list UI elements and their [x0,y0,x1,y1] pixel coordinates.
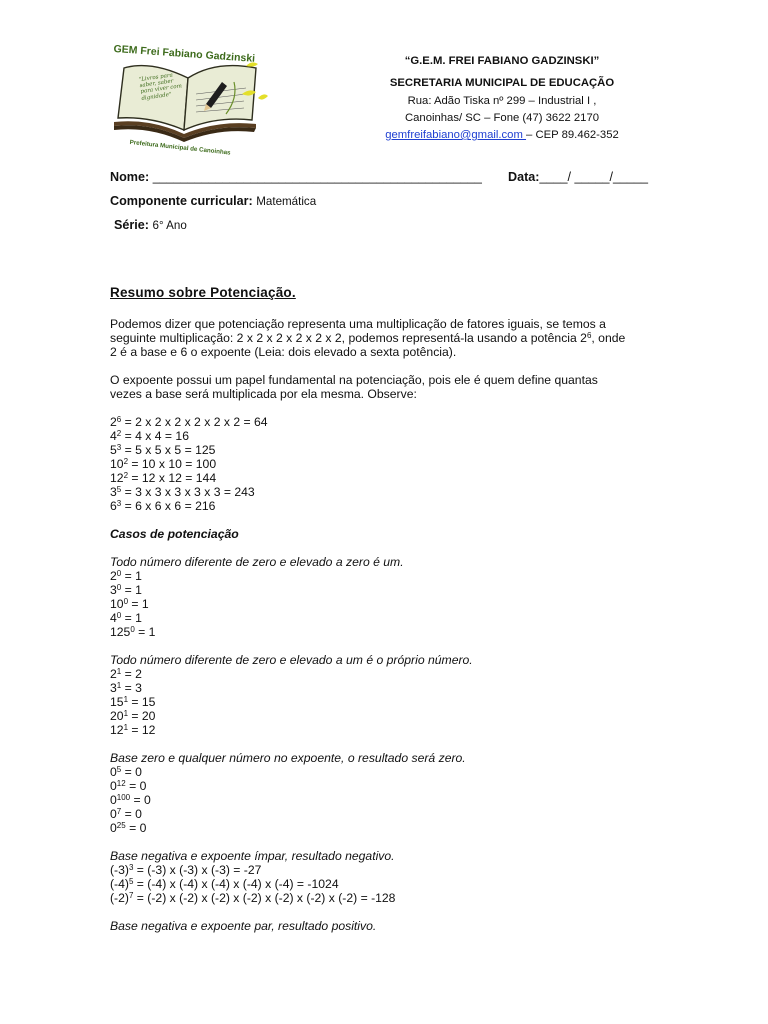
power-expression [110,779,670,793]
case-rule: Base negativa e expoente ímpar, resultado negativo. [110,849,395,863]
power-result: = 1 [134,625,156,639]
power-result: = 12 [128,723,156,737]
power-expression [110,499,670,513]
componente-label: Componente curricular: [110,194,253,208]
power-result: = 0 [121,807,142,821]
examples-list [110,415,670,513]
power-expression [110,415,670,429]
power-exponent: 2 [123,457,129,466]
power-result: = (-4) x (-4) x (-4) x (-4) x (-4) = -1024 [133,877,339,891]
power-base: 4 [110,429,117,443]
power-result: = (-2) x (-2) x (-2) x (-2) x (-2) x (-2) x (-2) = -128 [133,891,396,905]
power-result: = 0 [121,765,142,779]
expoente-paragraph [110,373,670,401]
case-block [110,751,670,835]
power-base: 125 [110,625,131,639]
case-block [110,555,670,639]
power-exponent: 1 [123,695,129,704]
power-expression [110,863,670,877]
power-result: = 1 [121,611,142,625]
power-exponent: 1 [123,723,129,732]
intro-text: seguinte multiplicação: 2 x 2 x 2 x 2 x 2 x 2, podemos representá-la usando a potência 2 [110,331,587,345]
power-exponent: 100 [116,793,131,802]
power-result: = 1 [121,583,142,597]
power-exponent: 2 [123,471,129,480]
power-result: = 1 [121,569,142,583]
power-base: 6 [110,499,117,513]
contact-line [372,126,632,144]
power-base: 10 [110,597,124,611]
power-expression [110,471,670,485]
case-block [110,653,670,737]
power-base: 4 [110,611,117,625]
power-result: = 0 [125,779,147,793]
power-result: = 10 x 10 = 100 [128,457,217,471]
power-expression [110,667,670,681]
power-base: (-4) [110,877,129,891]
power-exponent: 0 [116,611,122,620]
power-result: = (-3) x (-3) x (-3) = -27 [133,863,262,877]
power-result: = 2 [121,667,142,681]
power-expression [110,709,670,723]
intro-paragraph [110,317,670,359]
power-exponent: 1 [116,681,122,690]
power-expression [110,807,670,821]
power-result: = 20 [128,709,156,723]
power-exponent: 3 [116,443,122,452]
power-expression [110,821,670,835]
casos-title: Casos de potenciação [110,527,239,541]
power-result: = 0 [130,793,151,807]
case-rule: Todo número diferente de zero e elevado a zero é um. [110,555,404,569]
power-result: = 2 x 2 x 2 x 2 x 2 x 2 = 64 [121,415,268,429]
power-result: = 4 x 4 = 16 [121,429,189,443]
data-field[interactable]: ____/ _____/_____ [539,170,649,184]
power-expression [110,583,670,597]
power-exponent: 5 [116,485,122,494]
power-base: 2 [110,569,117,583]
power-base: 3 [110,583,117,597]
power-expression [110,611,670,625]
city-phone: Canoinhas/ SC – Fone (47) 3622 2170 [404,112,600,124]
case-block [110,849,670,905]
data-label: Data: [508,170,540,184]
power-expression [110,695,670,709]
intro-line: 2 é a base e 6 o expoente (Leia: dois elevado a sexta potência). [110,345,457,359]
power-expression [110,891,670,905]
power-expression [110,793,670,807]
power-expression [110,597,670,611]
power-exponent: 7 [128,891,134,900]
power-expression [110,723,670,737]
power-result: = 3 x 3 x 3 x 3 x 3 = 243 [121,485,255,499]
power-result: = 12 x 12 = 144 [128,471,217,485]
power-exponent: 5 [116,765,122,774]
expoente-line: O expoente possui um papel fundamental na potenciação, pois ele é quem define quantas [110,373,598,387]
case-block [110,919,670,933]
power-base: 15 [110,695,124,709]
power-result: = 0 [125,821,147,835]
power-exponent: 12 [116,779,126,788]
power-base: 3 [110,485,117,499]
power-base: 0 [110,821,117,835]
power-base: 20 [110,709,124,723]
power-exponent: 6 [116,415,122,424]
power-exponent: 5 [128,877,134,886]
intro-text: , onde [591,331,626,345]
power-exponent: 0 [130,625,135,634]
power-base: 2 [110,415,117,429]
serie-value: 6° Ano [152,219,187,232]
componente-line [110,194,316,208]
power-base: 2 [110,667,117,681]
power-result: = 1 [128,597,149,611]
power-base: 12 [110,723,124,737]
logo-motto: "Livros para saber, saber para viver com dignidade" [138,72,183,102]
power-base: (-2) [110,891,129,905]
expoente-line: vezes a base será multiplicada por ela mesma. Observe: [110,387,417,401]
power-expression [110,877,670,891]
page-title: Resumo sobre Potenciação. [110,285,296,300]
power-expression [110,765,670,779]
power-exponent: 25 [116,821,126,830]
power-expression [110,457,670,471]
cases-list [110,555,670,933]
nome-line [110,170,482,184]
email-link[interactable]: gemfreifabiano@gmail.com [385,129,527,141]
componente-value: Matemática [256,195,317,208]
power-expression [110,485,670,499]
logo-prefeitura: Prefeitura Municipal de Canoinhas [129,139,231,157]
case-rule: Base negativa e expoente par, resultado positivo. [110,919,377,933]
intro-line: Podemos dizer que potenciação representa uma multiplicação de fatores iguais, se temos a [110,317,606,331]
school-name: “G.E.M. FREI FABIANO GADZINSKI” [404,55,600,67]
power-base: 10 [110,457,124,471]
power-base: 0 [110,765,117,779]
secretaria: SECRETARIA MUNICIPAL DE EDUCAÇÃO [389,77,615,89]
power-exponent: 7 [116,807,122,816]
power-base: 0 [110,779,117,793]
power-exponent: 1 [123,709,129,718]
power-base: 5 [110,443,117,457]
power-result: = 5 x 5 x 5 = 125 [121,443,216,457]
power-base: 0 [110,807,117,821]
power-base: 12 [110,471,124,485]
power-expression [110,681,670,695]
power-result: = 6 x 6 x 6 = 216 [121,499,216,513]
power-expression [110,625,670,639]
case-rule: Todo número diferente de zero e elevado a um é o próprio número. [110,653,473,667]
intro-exponent: 6 [586,331,592,340]
serie-label: Série: [114,218,150,232]
cep: – CEP 89.462-352 [526,129,619,141]
power-exponent: 1 [116,667,122,676]
power-exponent: 3 [116,499,122,508]
intro-line [110,331,670,345]
power-result: = 15 [128,695,156,709]
power-exponent: 2 [116,429,122,438]
address: Rua: Adão Tiska nº 299 – Industrial I , [407,95,597,107]
power-exponent: 0 [116,583,122,592]
power-expression [110,569,670,583]
power-expression [110,429,670,443]
logo-title: GEM Frei Fabiano Gadzinski [113,43,256,65]
power-result: = 3 [121,681,142,695]
data-line [508,170,648,184]
power-exponent: 0 [116,569,122,578]
serie-line [114,218,187,232]
power-exponent: 0 [123,597,129,606]
nome-label: Nome: [110,170,150,184]
power-exponent: 3 [128,863,134,872]
case-rule: Base zero e qualquer número no expoente, o resultado será zero. [110,751,466,765]
power-base: (-3) [110,863,129,877]
power-base: 3 [110,681,117,695]
power-expression [110,443,670,457]
nome-field[interactable]: _______________________________________________ [152,170,482,184]
power-base: 0 [110,793,117,807]
school-logo [106,38,272,160]
content [110,285,670,947]
